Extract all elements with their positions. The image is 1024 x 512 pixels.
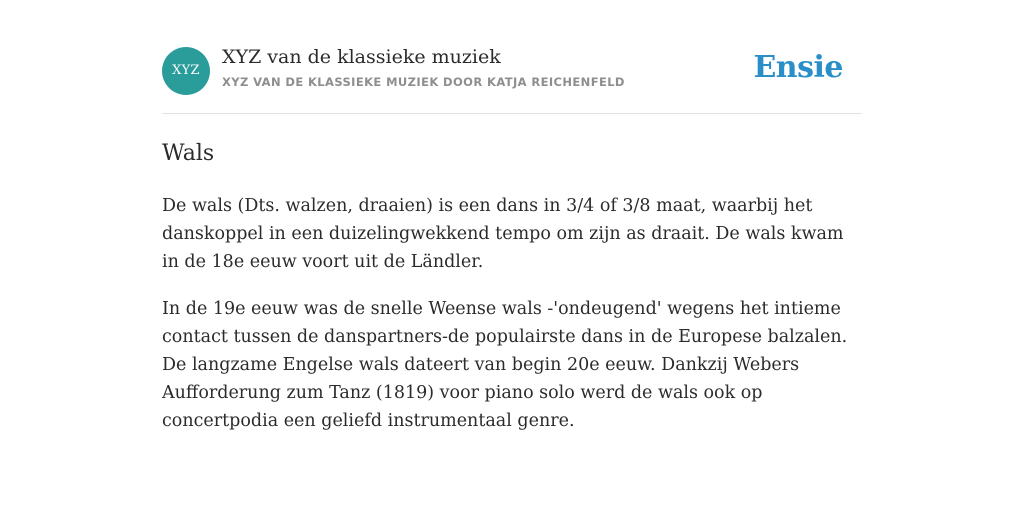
source-header [162,0,862,114]
entry-term: Wals [162,141,215,166]
source-subtitle[interactable]: XYZ VAN DE KLASSIEKE MUZIEK DOOR KATJA REICHENFELD [222,75,625,89]
ensie-logo[interactable]: Ensie [753,50,843,85]
entry-card [162,0,862,435]
source-title[interactable]: XYZ van de klassieke muziek [222,46,501,68]
entry-paragraph: De wals (Dts. walzen, draaien) is een dans in 3/4 of 3/8 maat, waarbij het danskoppel in een duizelingwekkend tempo om zijn as draait. De wals kwam in de 18e eeuw voort uit de Ländler. [162,196,844,272]
entry-body [162,192,862,435]
source-avatar[interactable]: XYZ [162,47,210,95]
entry-paragraph: In de 19e eeuw was de snelle Weense wals -'ondeugend' wegens het intieme contact tussen de danspartners-de populairste dans in de Europese balzalen. De langzame Engelse wals dateert van begin 20e eeuw. Dankzij Webers Aufforderung zum Tanz (1819) voor piano solo werd de wals ook op concertpodia een geliefd instrumentaal genre. [162,299,848,431]
